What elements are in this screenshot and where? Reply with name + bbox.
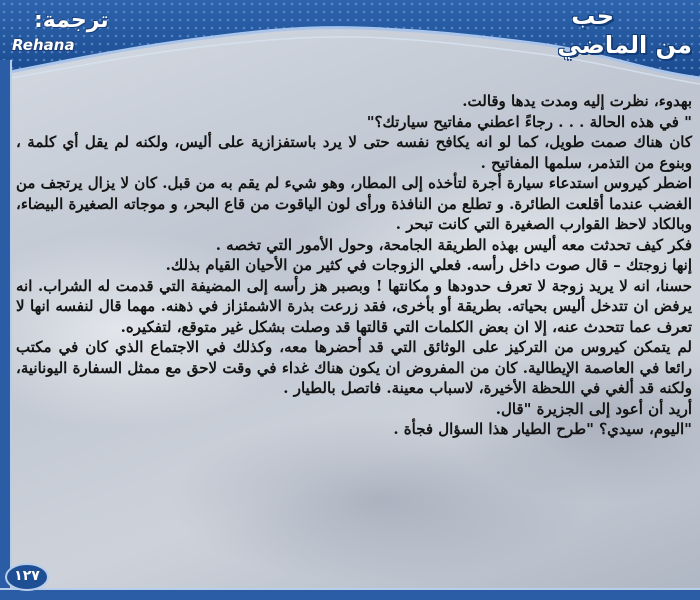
paragraph: إنها زوجتك – قال صوت داخل رأسه. فعلي الزوجات في كثير من الأحيان القيام بذلك. xyxy=(165,256,692,274)
book-title-line1: حب xyxy=(571,2,614,30)
bottom-frame xyxy=(0,588,700,600)
paragraph: فكر كيف تحدثت معه أليس بهذه الطريقة الجامحة، وحول الأمور التي تخصه . xyxy=(215,235,692,254)
paragraph: بهدوء، نظرت إليه ومدت يدها وقالت. xyxy=(462,92,692,110)
paragraph: "اليوم، سيدي؟ "طرح الطيار هذا السؤال فجأة . xyxy=(393,420,692,438)
paragraph: حسنا، انه لا يريد زوجة لا تعرف حدودها و مكانتها ! وبصبر هز رأسه إلى المضيفة التي قدمت له الشراب. انه يرفض ان تتدخل أليس بحياته. بطريقة أو بأخرى، فقد زرعت بذرة الاشمئزاز في ذهنه. مهما قال لنفسه انها لا تعرف عما تتحدث عنه، إلا ان بعض الكلمات التي قالتها قد وصلت بشكل غير متوقع، لتفكيره. xyxy=(16,276,692,336)
book-title xyxy=(492,2,692,66)
paragraph: أريد أن أعود إلى الجزيرة "قال. xyxy=(495,399,692,418)
translator-credit xyxy=(12,8,132,58)
translator-label: ترجمة: xyxy=(34,8,109,33)
paragraph: كان هناك صمت طويل، كما لو انه يكافح نفسه حتى لا يرد باستفزازية على أليس، ولكنه لم يقل أي كلمة ، وبنوع من التذمر، سلمها المفاتيح . xyxy=(16,133,692,172)
left-side-frame xyxy=(0,60,14,600)
page-number: ١٢٧ xyxy=(14,568,40,584)
paragraph: لم يتمكن كيروس من التركيز على الوثائق التي قد أحضرها معه، وكذلك في الاجتماع الذي كان في مكتب رائعا في العاصمة الإيطالية. كان من المفروض ان يكون هناك غداء في وقت لاحق مع ممثل السفارة اليونانية، ولكنه قد ألغي في اللحظة الأخيرة، لاسباب معينة. فاتصل بالطيار . xyxy=(16,338,692,397)
story-text xyxy=(16,91,692,586)
translator-name: Rehana xyxy=(12,36,75,54)
book-title-line2: من الماضي xyxy=(557,31,692,59)
paragraph: " في هذه الحالة . . . رجاءً اعطني مفاتيح سيارتك؟" xyxy=(366,112,692,131)
header-banner xyxy=(0,0,700,90)
paragraph: اضطر كيروس استدعاء سيارة أجرة لتأخذه إلى المطار، وهو شيء لم يقم به من قبل. كان لا يزال يرتجف من الغضب عندما أقلعت الطائرة. و تطلع من النافذة ورأى لون الياقوت من قاع البحر، و موجاته الصغيرة البيضاء، وبالكاد لاحظ القوارب الصغيرة التي كانت تبحر . xyxy=(16,174,692,233)
